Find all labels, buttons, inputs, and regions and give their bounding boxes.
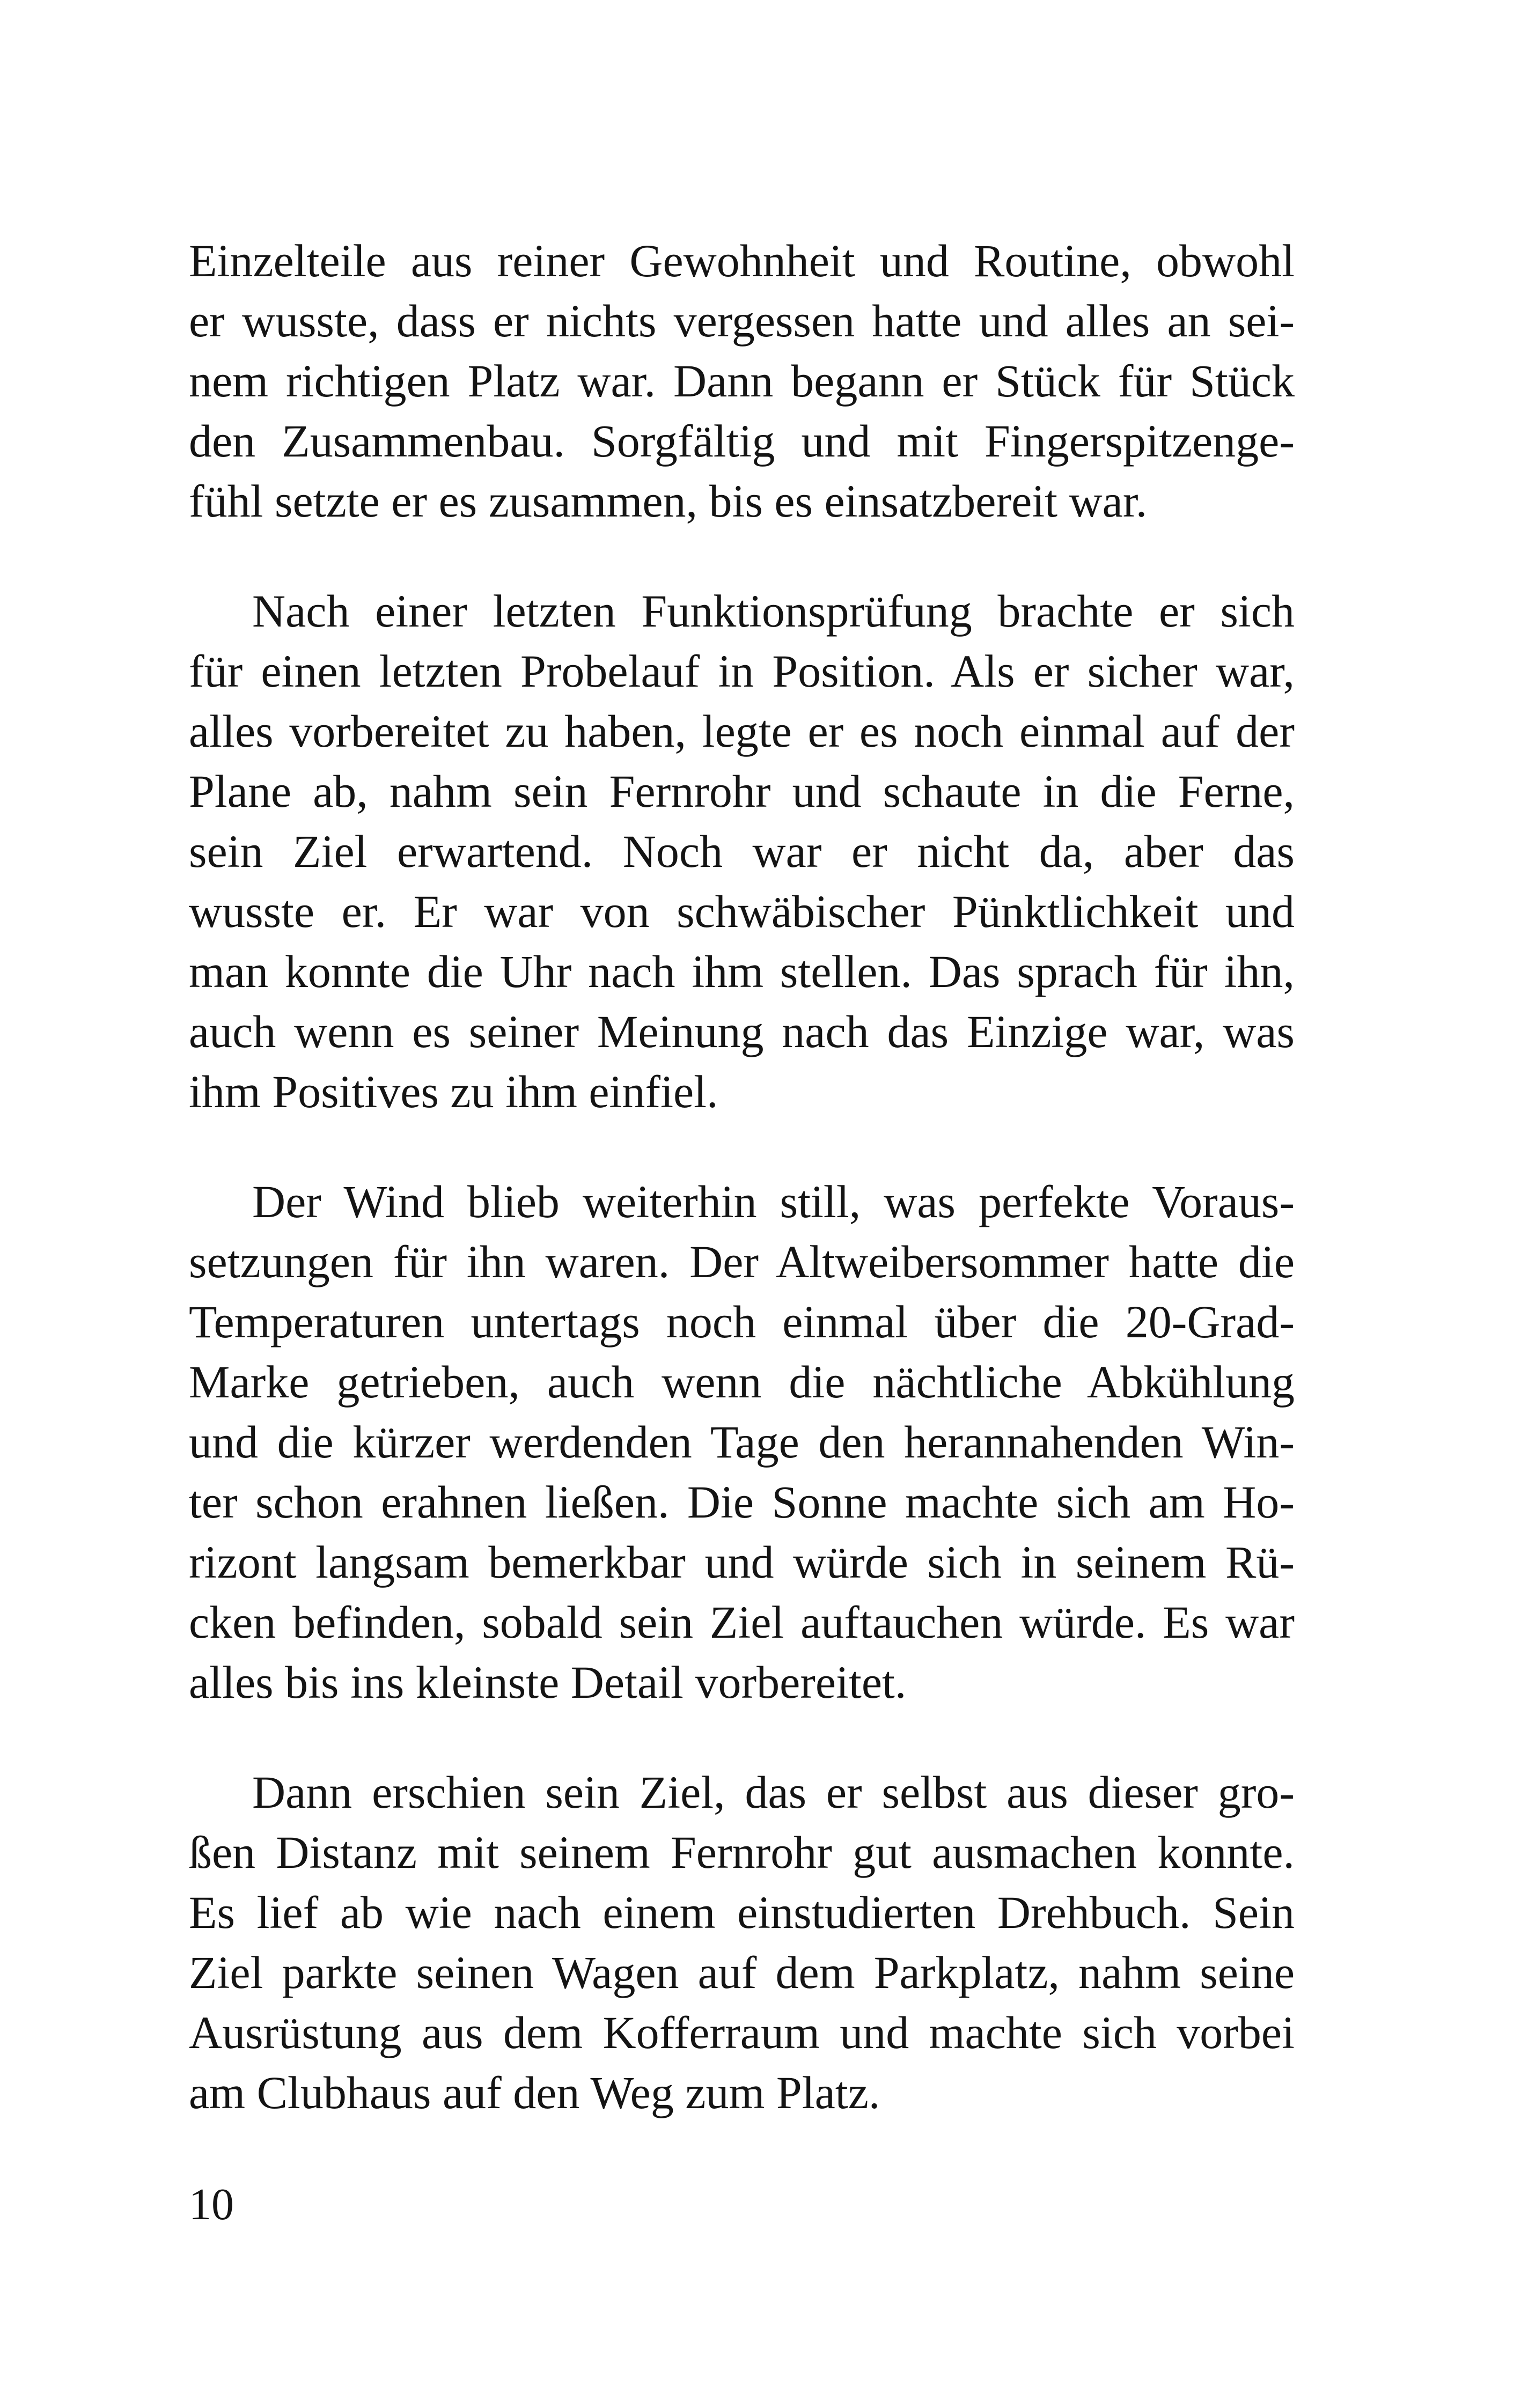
text-line: alles vorbereitet zu haben, legte er es noch einmal auf der (189, 705, 1295, 757)
text-line: Es lief ab wie nach einem einstudierten Drehbuch. Sein (189, 1887, 1295, 1938)
text-line: ihm Positives zu ihm einfiel. (189, 1066, 718, 1117)
text-line: Marke getrieben, auch wenn die nächtliche Abkühlung (189, 1356, 1295, 1408)
text-line: sein Ziel erwartend. Noch war er nicht da, aber das (189, 826, 1295, 877)
text-line: auch wenn es seiner Meinung nach das Einzige war, was (189, 1006, 1295, 1057)
text-line: man konnte die Uhr nach ihm stellen. Das sprach für ihn, (189, 946, 1295, 997)
body-text (189, 231, 1295, 2123)
paragraph (189, 1172, 1295, 1712)
paragraph (189, 1762, 1295, 2123)
paragraph (189, 231, 1295, 531)
page-number: 10 (189, 2179, 234, 2229)
text-line: Plane ab, nahm sein Fernrohr und schaute in die Ferne, (189, 765, 1295, 817)
text-line: ter schon erahnen ließen. Die Sonne machte sich am Ho- (189, 1476, 1295, 1528)
text-line: Einzelteile aus reiner Gewohnheit und Routine, obwohl (189, 235, 1295, 286)
text-line: am Clubhaus auf den Weg zum Platz. (189, 2067, 880, 2118)
text-line: Ziel parkte seinen Wagen auf dem Parkplatz, nahm seine (189, 1947, 1295, 1998)
text-line: er wusste, dass er nichts vergessen hatte und alles an sei- (189, 295, 1295, 347)
text-line: für einen letzten Probelauf in Position. Als er sicher war, (189, 645, 1295, 697)
text-line: den Zusammenbau. Sorgfältig und mit Fingerspitzenge- (189, 415, 1295, 467)
paragraph (189, 581, 1295, 1122)
text-line: setzungen für ihn waren. Der Altweibersommer hatte die (189, 1236, 1295, 1287)
text-line: rizont langsam bemerkbar und würde sich in seinem Rü- (189, 1536, 1295, 1588)
text-line: Dann erschien sein Ziel, das er selbst aus dieser gro- (252, 1766, 1295, 1818)
text-line: Ausrüstung aus dem Kofferraum und machte sich vorbei (189, 2007, 1295, 2058)
text-line: Nach einer letzten Funktionsprüfung brachte er sich (252, 585, 1295, 637)
text-line: Der Wind blieb weiterhin still, was perfekte Voraus- (252, 1176, 1295, 1227)
text-line: alles bis ins kleinste Detail vorbereitet. (189, 1656, 907, 1708)
text-line: ßen Distanz mit seinem Fernrohr gut ausmachen konnte. (189, 1827, 1295, 1878)
text-line: und die kürzer werdenden Tage den herannahenden Win- (189, 1416, 1295, 1468)
text-line: Temperaturen untertags noch einmal über die 20-Grad- (189, 1296, 1295, 1347)
text-line: nem richtigen Platz war. Dann begann er Stück für Stück (189, 355, 1295, 407)
text-line: fühl setzte er es zusammen, bis es einsatzbereit war. (189, 475, 1148, 527)
text-line: wusste er. Er war von schwäbischer Pünktlichkeit und (189, 886, 1295, 937)
text-line: cken befinden, sobald sein Ziel auftauchen würde. Es war (189, 1596, 1295, 1648)
